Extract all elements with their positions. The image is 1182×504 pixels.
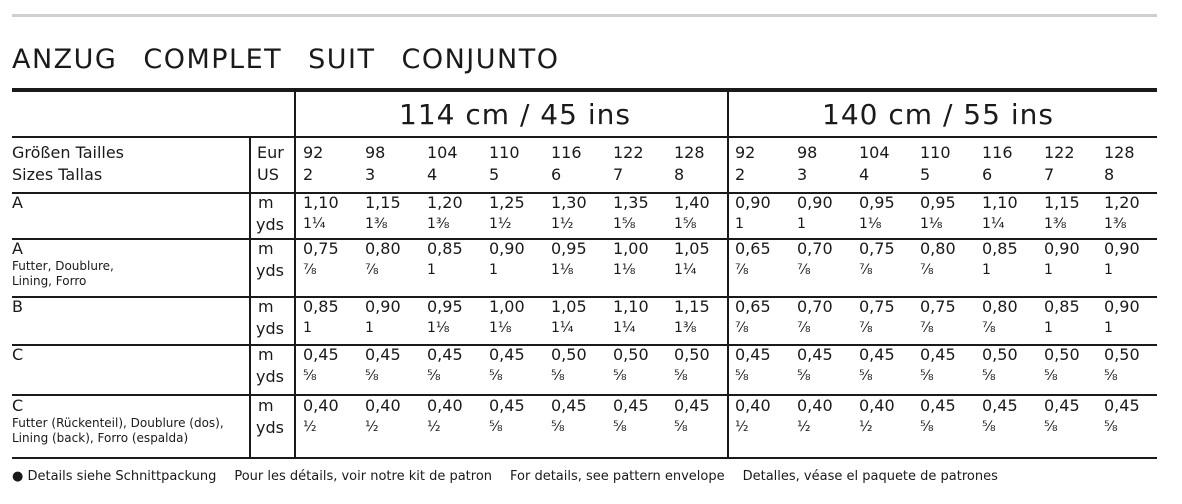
row-sublabel: Lining, Forro	[12, 274, 87, 288]
cell-yds: ⅝	[1104, 419, 1118, 435]
size-eur: 110	[920, 143, 951, 162]
cell-yds: 1⅛	[427, 320, 450, 336]
cell-yds: 1¼	[674, 262, 697, 278]
unit-us: US	[257, 165, 279, 184]
size-eur: 110	[489, 143, 520, 162]
cell-yds: 1¼	[982, 216, 1005, 232]
cell-yds: ½	[303, 419, 317, 435]
size-us: 2	[735, 165, 746, 184]
cell-m: 0,80	[920, 239, 956, 258]
size-eur: 122	[1044, 143, 1075, 162]
cell-m: 0,45	[797, 345, 833, 364]
cell-m: 1,10	[303, 193, 339, 212]
footer-note-en: For details, see pattern envelope	[510, 469, 725, 484]
cell-m: 0,90	[489, 239, 525, 258]
size-eur: 128	[674, 143, 705, 162]
cell-yds: ⅞	[365, 262, 379, 278]
cell-m: 0,40	[427, 396, 463, 415]
cell-m: 0,50	[982, 345, 1018, 364]
cell-yds: 1	[427, 262, 436, 278]
cell-yds: ⅞	[735, 320, 749, 336]
top-rule	[12, 14, 1157, 17]
cell-yds: ⅝	[427, 368, 441, 384]
cell-yds: 1⅛	[489, 320, 512, 336]
cell-yds: ⅝	[551, 368, 565, 384]
cell-yds: 1	[1044, 320, 1053, 336]
cell-yds: ⅝	[1104, 368, 1118, 384]
cell-m: 0,40	[797, 396, 833, 415]
cell-yds: 1¼	[551, 320, 574, 336]
cell-m: 0,40	[859, 396, 895, 415]
unit-yds: yds	[256, 367, 284, 386]
cell-yds: ⅝	[303, 368, 317, 384]
cell-m: 0,45	[427, 345, 463, 364]
cell-yds: ⅞	[303, 262, 317, 278]
cell-m: 1,25	[489, 193, 525, 212]
cell-yds: 1⅜	[1104, 216, 1127, 232]
cell-m: 0,40	[303, 396, 339, 415]
cell-yds: 1½	[551, 216, 574, 232]
table-rule	[12, 457, 1157, 459]
size-us: 3	[797, 165, 808, 184]
cell-yds: 1⅜	[427, 216, 450, 232]
unit-m: m	[258, 297, 274, 316]
size-label-line2: Sizes Tallas	[12, 165, 103, 184]
cell-yds: ⅞	[920, 262, 934, 278]
cell-m: 0,80	[365, 239, 401, 258]
row-label: C	[12, 396, 24, 415]
cell-m: 0,45	[551, 396, 587, 415]
cell-m: 0,65	[735, 297, 771, 316]
cell-yds: ⅝	[489, 368, 503, 384]
title-en: SUIT	[308, 44, 376, 75]
cell-yds: ⅝	[613, 368, 627, 384]
cell-m: 0,85	[1044, 297, 1080, 316]
unit-yds: yds	[256, 215, 284, 234]
size-eur: 98	[797, 143, 818, 162]
cell-yds: ⅝	[982, 419, 996, 435]
size-us: 4	[427, 165, 438, 184]
size-us: 4	[859, 165, 870, 184]
cell-yds: ⅝	[797, 368, 811, 384]
cell-m: 0,40	[735, 396, 771, 415]
cell-m: 1,20	[427, 193, 463, 212]
cell-m: 0,50	[674, 345, 710, 364]
cell-m: 0,45	[303, 345, 339, 364]
cell-m: 1,05	[551, 297, 587, 316]
cell-yds: ⅝	[1044, 368, 1058, 384]
cell-m: 0,75	[859, 239, 895, 258]
cell-m: 0,90	[1104, 239, 1140, 258]
row-label: A	[12, 193, 23, 212]
cell-yds: 1	[365, 320, 374, 336]
cell-m: 0,50	[551, 345, 587, 364]
cell-m: 0,75	[859, 297, 895, 316]
cell-m: 0,85	[982, 239, 1018, 258]
cell-m: 1,15	[674, 297, 710, 316]
title-de: ANZUG	[12, 44, 118, 75]
cell-yds: ⅞	[797, 262, 811, 278]
unit-column-divider	[294, 92, 296, 457]
cell-m: 0,40	[365, 396, 401, 415]
cell-yds: ½	[797, 419, 811, 435]
size-eur: 116	[982, 143, 1013, 162]
row-label: C	[12, 345, 24, 364]
cell-m: 1,10	[982, 193, 1018, 212]
cell-yds: 1	[797, 216, 806, 232]
cell-m: 1,05	[674, 239, 710, 258]
cell-m: 0,95	[551, 239, 587, 258]
cell-yds: ⅞	[859, 262, 873, 278]
cell-m: 0,45	[674, 396, 710, 415]
footer-notes	[12, 469, 1016, 484]
size-us: 5	[920, 165, 931, 184]
size-us: 3	[365, 165, 376, 184]
fabric-width-140: 140 cm / 55 ins	[822, 98, 1054, 131]
cell-yds: ⅝	[674, 419, 688, 435]
cell-m: 0,45	[859, 345, 895, 364]
table-rule	[12, 136, 1157, 138]
cell-yds: 1½	[489, 216, 512, 232]
cell-m: 1,00	[489, 297, 525, 316]
unit-yds: yds	[256, 418, 284, 437]
cell-m: 0,45	[365, 345, 401, 364]
cell-m: 1,15	[365, 193, 401, 212]
cell-yds: 1	[1104, 320, 1113, 336]
size-us: 6	[551, 165, 562, 184]
cell-m: 1,15	[1044, 193, 1080, 212]
size-label-line1: Größen Tailles	[12, 143, 125, 162]
cell-yds: 1⅛	[551, 262, 574, 278]
cell-yds: ⅝	[365, 368, 379, 384]
cell-m: 0,45	[982, 396, 1018, 415]
cell-yds: ⅝	[920, 368, 934, 384]
cell-yds: 1¼	[303, 216, 326, 232]
page-title	[12, 44, 585, 75]
cell-m: 1,30	[551, 193, 587, 212]
cell-yds: ⅝	[735, 368, 749, 384]
cell-yds: ⅝	[674, 368, 688, 384]
size-us: 8	[674, 165, 685, 184]
cell-m: 0,70	[797, 297, 833, 316]
cell-yds: ⅞	[797, 320, 811, 336]
cell-m: 0,45	[735, 345, 771, 364]
width-group-divider	[727, 92, 729, 457]
row-label: A	[12, 239, 23, 258]
size-us: 7	[613, 165, 624, 184]
cell-m: 0,75	[303, 239, 339, 258]
size-us: 2	[303, 165, 314, 184]
cell-m: 1,00	[613, 239, 649, 258]
cell-yds: 1⅛	[613, 262, 636, 278]
cell-m: 0,95	[427, 297, 463, 316]
title-fr: COMPLET	[143, 44, 283, 75]
cell-m: 0,50	[1104, 345, 1140, 364]
size-eur: 116	[551, 143, 582, 162]
cell-yds: 1⅝	[613, 216, 636, 232]
cell-m: 0,45	[489, 396, 525, 415]
unit-m: m	[258, 239, 274, 258]
row-sublabel: Futter (Rückenteil), Doublure (dos),	[12, 416, 224, 430]
size-eur: 92	[303, 143, 324, 162]
unit-m: m	[258, 193, 274, 212]
cell-yds: ⅝	[613, 419, 627, 435]
size-us: 8	[1104, 165, 1115, 184]
cell-m: 0,80	[982, 297, 1018, 316]
unit-yds: yds	[256, 319, 284, 338]
cell-yds: 1⅛	[859, 216, 882, 232]
cell-m: 0,85	[303, 297, 339, 316]
size-us: 6	[982, 165, 993, 184]
size-eur: 98	[365, 143, 386, 162]
cell-yds: 1	[303, 320, 312, 336]
cell-yds: 1⅝	[674, 216, 697, 232]
header-rule	[12, 88, 1157, 92]
cell-m: 0,90	[365, 297, 401, 316]
cell-m: 0,95	[920, 193, 956, 212]
cell-m: 0,50	[1044, 345, 1080, 364]
cell-yds: ⅝	[920, 419, 934, 435]
cell-yds: ⅞	[920, 320, 934, 336]
cell-yds: 1	[1104, 262, 1113, 278]
cell-m: 1,40	[674, 193, 710, 212]
cell-yds: 1⅜	[365, 216, 388, 232]
cell-yds: ½	[859, 419, 873, 435]
cell-yds: ⅝	[489, 419, 503, 435]
cell-m: 0,45	[920, 345, 956, 364]
size-eur: 104	[859, 143, 890, 162]
footer-note-fr: Pour les détails, voir notre kit de patron	[234, 469, 493, 484]
unit-m: m	[258, 396, 274, 415]
cell-yds: ⅝	[859, 368, 873, 384]
cell-m: 0,45	[920, 396, 956, 415]
cell-yds: ⅞	[735, 262, 749, 278]
size-us: 7	[1044, 165, 1055, 184]
footer-note-es: Detalles, véase el paquete de patrones	[742, 469, 998, 484]
title-es: CONJUNTO	[401, 44, 560, 75]
row-label: B	[12, 297, 23, 316]
unit-m: m	[258, 345, 274, 364]
row-sublabel: Futter, Doublure,	[12, 259, 114, 273]
cell-m: 0,70	[797, 239, 833, 258]
cell-m: 1,10	[613, 297, 649, 316]
unit-yds: yds	[256, 261, 284, 280]
row-sublabel: Lining (back), Forro (espalda)	[12, 431, 189, 445]
cell-m: 0,95	[859, 193, 895, 212]
fabric-width-114: 114 cm / 45 ins	[399, 98, 631, 131]
cell-m: 1,20	[1104, 193, 1140, 212]
cell-m: 0,90	[797, 193, 833, 212]
cell-yds: 1	[489, 262, 498, 278]
cell-yds: 1	[735, 216, 744, 232]
unit-eur: Eur	[257, 143, 284, 162]
size-eur: 92	[735, 143, 756, 162]
cell-yds: 1⅜	[674, 320, 697, 336]
cell-m: 0,45	[489, 345, 525, 364]
cell-yds: ⅝	[1044, 419, 1058, 435]
cell-yds: ½	[427, 419, 441, 435]
cell-m: 0,45	[1104, 396, 1140, 415]
size-eur: 128	[1104, 143, 1135, 162]
cell-m: 0,65	[735, 239, 771, 258]
cell-yds: 1	[982, 262, 991, 278]
cell-yds: 1⅜	[1044, 216, 1067, 232]
size-eur: 104	[427, 143, 458, 162]
cell-yds: ⅞	[859, 320, 873, 336]
size-eur: 122	[613, 143, 644, 162]
cell-m: 0,90	[1104, 297, 1140, 316]
cell-yds: ⅝	[551, 419, 565, 435]
size-us: 5	[489, 165, 500, 184]
cell-m: 0,50	[613, 345, 649, 364]
cell-yds: 1	[1044, 262, 1053, 278]
cell-m: 0,90	[735, 193, 771, 212]
cell-m: 1,35	[613, 193, 649, 212]
cell-m: 0,75	[920, 297, 956, 316]
footer-note-de: ● Details siehe Schnittpackung	[12, 469, 217, 484]
cell-m: 0,85	[427, 239, 463, 258]
cell-m: 0,90	[1044, 239, 1080, 258]
cell-yds: ½	[365, 419, 379, 435]
cell-yds: ⅞	[982, 320, 996, 336]
label-column-divider	[249, 136, 251, 457]
cell-m: 0,45	[613, 396, 649, 415]
cell-yds: ½	[735, 419, 749, 435]
cell-m: 0,45	[1044, 396, 1080, 415]
cell-yds: 1¼	[613, 320, 636, 336]
cell-yds: 1⅛	[920, 216, 943, 232]
cell-yds: ⅝	[982, 368, 996, 384]
